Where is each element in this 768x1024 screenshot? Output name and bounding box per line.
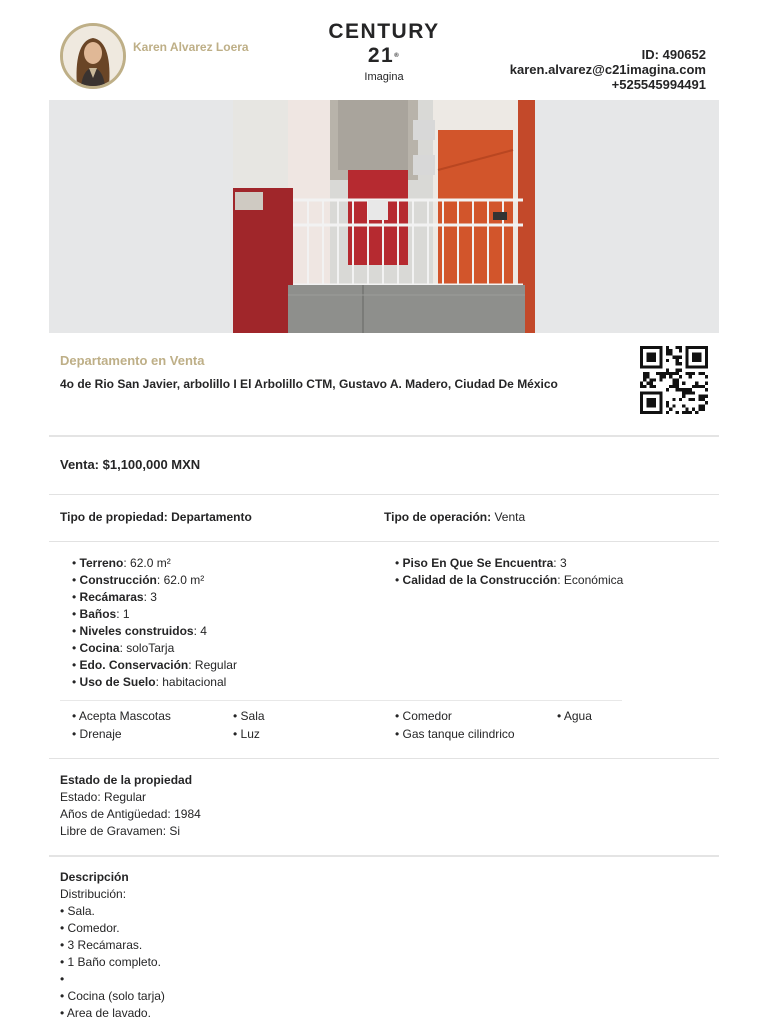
amenity-item: • Sala: [233, 707, 265, 725]
descripcion-line: • Comedor.: [60, 921, 120, 935]
descripcion-line: • Sala.: [60, 904, 95, 918]
spec-uso-suelo: • Uso de Suelo: habitacional: [72, 674, 237, 691]
spec-terreno: • Terreno: 62.0 m²: [72, 555, 237, 572]
estado-section: [60, 772, 201, 840]
amenity-item: • Agua: [557, 707, 592, 725]
spec-niveles: • Niveles construidos: 4: [72, 623, 237, 640]
descripcion-line: • 1 Baño completo.: [60, 955, 161, 969]
listing-id: ID: 490652: [641, 47, 706, 62]
listing-title: Departamento en Venta: [60, 353, 205, 368]
amenity-item: • Comedor: [395, 707, 515, 725]
divider: [49, 855, 719, 857]
amenities-col-1: [72, 707, 171, 743]
brand-logo: [311, 20, 457, 83]
estado-line: Años de Antigüedad: 1984: [60, 807, 201, 821]
specs-left: [72, 555, 237, 691]
amenities-col-3: [395, 707, 515, 743]
amenity-item: • Drenaje: [72, 725, 171, 743]
agent-avatar: [60, 23, 126, 89]
amenity-item: • Luz: [233, 725, 265, 743]
spec-piso: • Piso En Que Se Encuentra: 3: [395, 555, 623, 572]
property-type: Tipo de propiedad: Departamento: [60, 510, 252, 524]
divider: [49, 541, 719, 542]
listing-address: 4o de Rio San Javier, arbolillo I El Arbolillo CTM, Gustavo A. Madero, Ciudad De México: [60, 377, 558, 391]
amenity-item: • Acepta Mascotas: [72, 707, 171, 725]
property-photo[interactable]: [233, 100, 535, 333]
descripcion-line: Distribución:: [60, 887, 127, 901]
descripcion-line: • Cocina (solo tarja): [60, 989, 165, 1003]
estado-line: Libre de Gravamen: Si: [60, 824, 181, 838]
spec-calidad: • Calidad de la Construcción: Económica: [395, 572, 623, 589]
agent-photo-icon: [63, 26, 123, 86]
building-photo-icon: [233, 100, 535, 333]
descripcion-title: Descripción: [60, 870, 129, 884]
amenity-item: • Gas tanque cilindrico: [395, 725, 515, 743]
descripcion-line: • Area de lavado.: [60, 1006, 151, 1020]
divider: [49, 758, 719, 759]
qr-code-icon: [640, 346, 708, 414]
spec-conservacion: • Edo. Conservación: Regular: [72, 657, 237, 674]
brand-title: CENTURY 21®: [328, 20, 440, 67]
estado-title: Estado de la propiedad: [60, 773, 193, 787]
spec-banos: • Baños: 1: [72, 606, 237, 623]
divider: [49, 435, 719, 437]
listing-price: Venta: $1,100,000 MXN: [60, 457, 201, 472]
amenities-col-2: [233, 707, 265, 743]
estado-line: Estado: Regular: [60, 790, 147, 804]
contact-block: [510, 47, 706, 92]
descripcion-section: [60, 869, 165, 1022]
specs-right: [395, 555, 623, 589]
agent-phone[interactable]: +525545994491: [611, 77, 706, 92]
photo-band: [49, 100, 719, 333]
spec-recamaras: • Recámaras: 3: [72, 589, 237, 606]
spec-cocina: • Cocina: soloTarja: [72, 640, 237, 657]
amenities-divider: [60, 700, 622, 701]
descripcion-line: • 3 Recámaras.: [60, 938, 143, 952]
spec-construccion: • Construcción: 62.0 m²: [72, 572, 237, 589]
amenities-col-4: [557, 707, 592, 725]
divider: [49, 494, 719, 495]
agent-email[interactable]: karen.alvarez@c21imagina.com: [509, 62, 706, 77]
qr-code[interactable]: [640, 346, 708, 414]
descripcion-line: •: [60, 972, 65, 986]
operation-type: Tipo de operación: Venta: [384, 510, 526, 524]
agent-name: Karen Alvarez Loera: [133, 40, 249, 54]
brand-subtitle: Imagina: [364, 71, 404, 83]
